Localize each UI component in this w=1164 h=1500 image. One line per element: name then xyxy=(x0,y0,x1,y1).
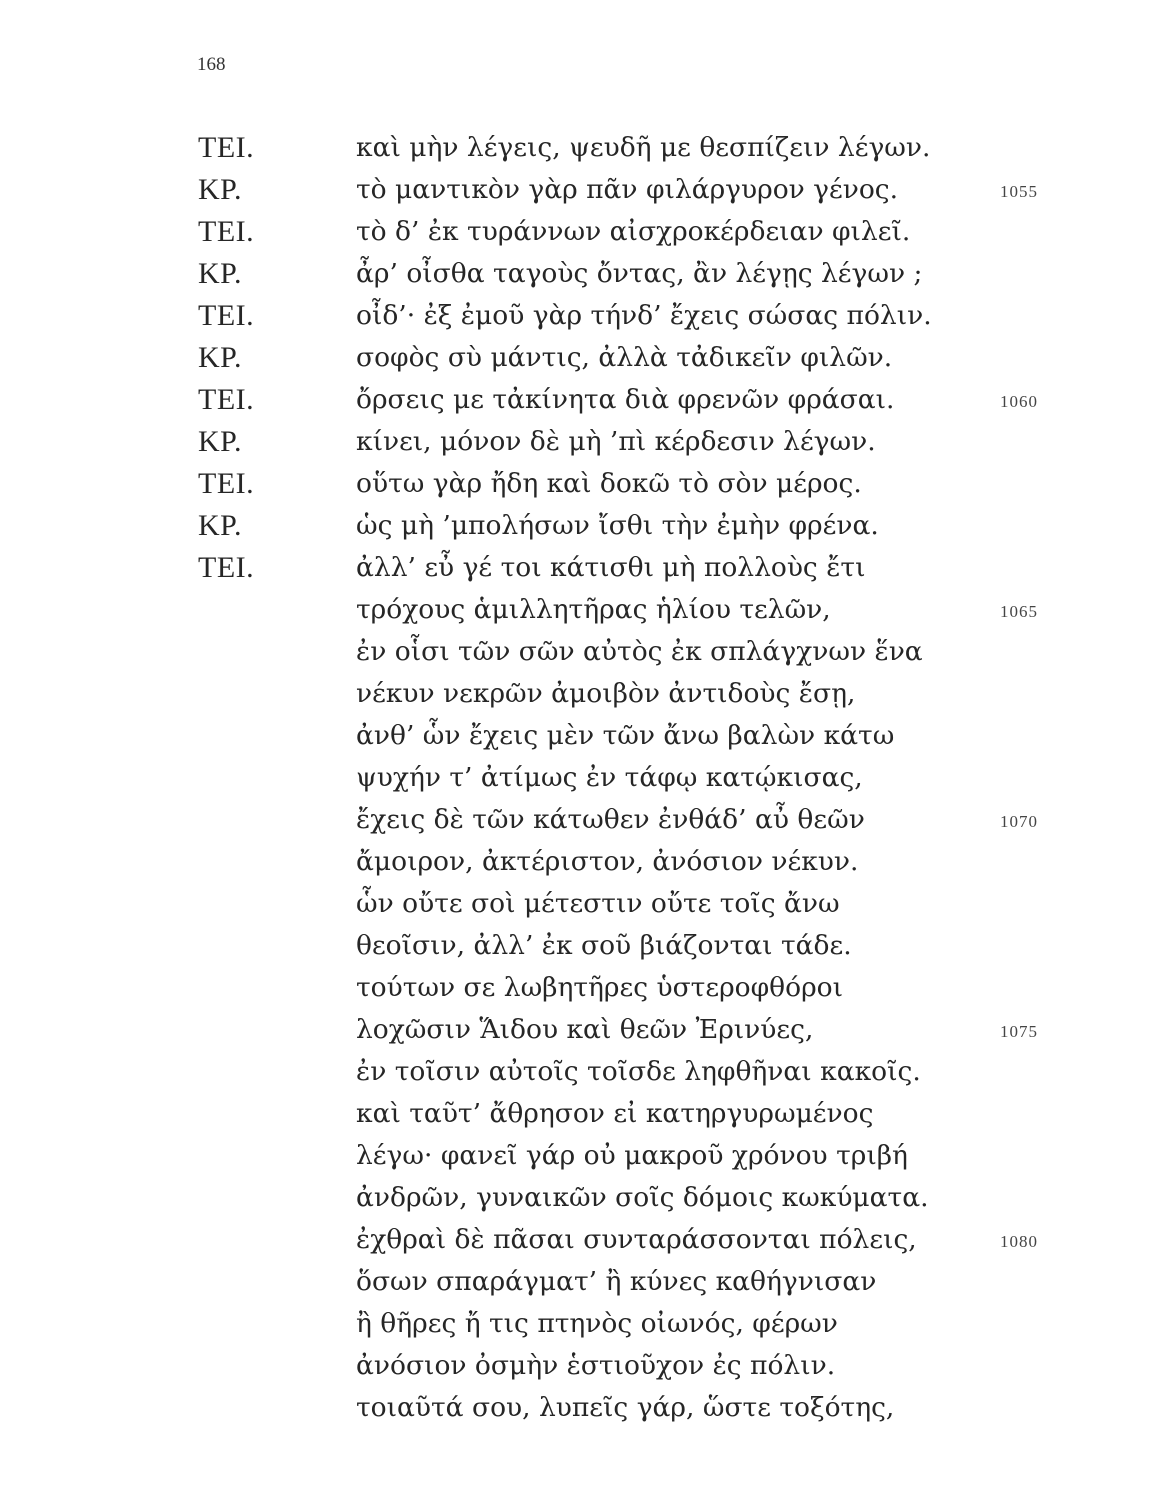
verse-line xyxy=(0,1051,1164,1093)
speaker-label: ΚΡ. xyxy=(198,509,243,542)
speaker-label: ΚΡ. xyxy=(198,425,243,458)
verse-text: σοφὸς σὺ μάντις, ἀλλὰ τἀδικεῖν φιλῶν. xyxy=(356,342,893,373)
speaker-label: ΚΡ. xyxy=(198,341,243,374)
verse-text: ὧν οὔτε σοὶ μέτεστιν οὔτε τοῖς ἄνω xyxy=(356,888,840,919)
verse-line xyxy=(0,799,1164,841)
verse-text: καὶ μὴν λέγεις, ψευδῆ με θεσπίζειν λέγων. xyxy=(356,132,931,163)
verse-text: ἐχθραὶ δὲ πᾶσαι συνταράσσονται πόλεις, xyxy=(356,1224,917,1255)
verse-line xyxy=(0,547,1164,589)
verse-text: καὶ ταῦτ’ ἄθρησον εἰ κατηργυρωμένος xyxy=(356,1098,874,1129)
verse-line xyxy=(0,211,1164,253)
line-number: 1060 xyxy=(1000,392,1038,411)
verse-text: τὸ δ’ ἐκ τυράννων αἰσχροκέρδειαν φιλεῖ. xyxy=(356,216,911,247)
verse-line xyxy=(0,127,1164,169)
verse-line xyxy=(0,1219,1164,1261)
speaker-label: ΤΕΙ. xyxy=(198,299,255,332)
verse-text: ἄμοιρον, ἀκτέριστον, ἀνόσιον νέκυν. xyxy=(356,846,859,877)
verse-line xyxy=(0,1387,1164,1429)
speaker-label: ΤΕΙ. xyxy=(198,467,255,500)
verse-text: ὄρσεις με τἀκίνητα διὰ φρενῶν φράσαι. xyxy=(356,384,895,415)
verse-line xyxy=(0,463,1164,505)
verse-line xyxy=(0,505,1164,547)
verse-text: λοχῶσιν Ἅιδου καὶ θεῶν Ἐρινύες, xyxy=(356,1014,814,1045)
verse-line xyxy=(0,1177,1164,1219)
verse-text: ἐν τοῖσιν αὐτοῖς τοῖσδε ληφθῆναι κακοῖς. xyxy=(356,1056,921,1087)
verse-text: ἢ θῆρες ἤ τις πτηνὸς οἰωνός, φέρων xyxy=(356,1308,838,1339)
verse-text: λέγω· φανεῖ γάρ οὐ μακροῦ χρόνου τριβή xyxy=(356,1140,908,1171)
verse-line xyxy=(0,253,1164,295)
line-number: 1080 xyxy=(1000,1232,1038,1251)
verse-line xyxy=(0,1345,1164,1387)
line-number: 1075 xyxy=(1000,1022,1038,1041)
verse-text: τοιαῦτά σου, λυπεῖς γάρ, ὥστε τοξότης, xyxy=(356,1392,895,1423)
verse-line xyxy=(0,169,1164,211)
verse-text: ὡς μὴ ’μπολήσων ἴσθι τὴν ἐμὴν φρένα. xyxy=(356,510,879,541)
verse-line xyxy=(0,1009,1164,1051)
verse-line xyxy=(0,379,1164,421)
verse-text: ἀνθ’ ὧν ἔχεις μὲν τῶν ἄνω βαλὼν κάτω xyxy=(356,720,895,751)
verse-line xyxy=(0,295,1164,337)
verse-text: νέκυν νεκρῶν ἀμοιβὸν ἀντιδοὺς ἔσῃ, xyxy=(356,678,856,709)
verse-line xyxy=(0,337,1164,379)
page-number: 168 xyxy=(197,54,226,75)
verse-line xyxy=(0,883,1164,925)
verse-text: τρόχους ἁμιλλητῆρας ἡλίου τελῶν, xyxy=(356,594,831,625)
verse-line xyxy=(0,1093,1164,1135)
verse-text: οὕτω γὰρ ἤδη καὶ δοκῶ τὸ σὸν μέρος. xyxy=(356,468,862,499)
verse-line xyxy=(0,673,1164,715)
speaker-label: ΤΕΙ. xyxy=(198,131,255,164)
verse-line xyxy=(0,1261,1164,1303)
verse-text: θεοῖσιν, ἀλλ’ ἐκ σοῦ βιάζονται τάδε. xyxy=(356,930,852,961)
verse-line xyxy=(0,631,1164,673)
verse-text: ὅσων σπαράγματ’ ἢ κύνες καθήγνισαν xyxy=(356,1266,877,1297)
speaker-label: ΚΡ. xyxy=(198,257,243,290)
verse-text: ἀνδρῶν, γυναικῶν σοῖς δόμοις κωκύματα. xyxy=(356,1182,929,1213)
speaker-label: ΚΡ. xyxy=(198,173,243,206)
speaker-label: ΤΕΙ. xyxy=(198,551,255,584)
line-number: 1055 xyxy=(1000,182,1038,201)
speaker-label: ΤΕΙ. xyxy=(198,383,255,416)
verse-line xyxy=(0,967,1164,1009)
verse-line xyxy=(0,841,1164,883)
line-number: 1070 xyxy=(1000,812,1038,831)
verse-text: τούτων σε λωβητῆρες ὑστεροφθόροι xyxy=(356,972,843,1003)
verse-text: ἔχεις δὲ τῶν κάτωθεν ἐνθάδ’ αὖ θεῶν xyxy=(356,804,865,835)
verse-line xyxy=(0,757,1164,799)
verse-line xyxy=(0,925,1164,967)
verse-line xyxy=(0,589,1164,631)
verse-line xyxy=(0,421,1164,463)
verse-text: ἐν οἷσι τῶν σῶν αὐτὸς ἐκ σπλάγχνων ἕνα xyxy=(356,636,923,667)
verse-text: ἀνόσιον ὀσμὴν ἑστιοῦχον ἐς πόλιν. xyxy=(356,1350,836,1381)
verse-line xyxy=(0,1135,1164,1177)
verse-text: τὸ μαντικὸν γὰρ πᾶν φιλάργυρον γένος. xyxy=(356,174,899,205)
verse-text: κίνει, μόνον δὲ μὴ ’πὶ κέρδεσιν λέγων. xyxy=(356,426,876,457)
verse-line xyxy=(0,1303,1164,1345)
verse-line xyxy=(0,715,1164,757)
verse-text: ἀλλ’ εὖ γέ τοι κάτισθι μὴ πολλοὺς ἔτι xyxy=(356,552,866,583)
verse-text: ψυχήν τ’ ἀτίμως ἐν τάφῳ κατῴκισας, xyxy=(356,762,863,793)
speaker-label: ΤΕΙ. xyxy=(198,215,255,248)
verse-text: οἶδ’· ἐξ ἐμοῦ γὰρ τήνδ’ ἔχεις σώσας πόλιν. xyxy=(356,300,932,331)
line-number: 1065 xyxy=(1000,602,1038,621)
verse-text: ἆρ’ οἶσθα ταγοὺς ὄντας, ἂν λέγῃς λέγων ; xyxy=(356,258,923,289)
